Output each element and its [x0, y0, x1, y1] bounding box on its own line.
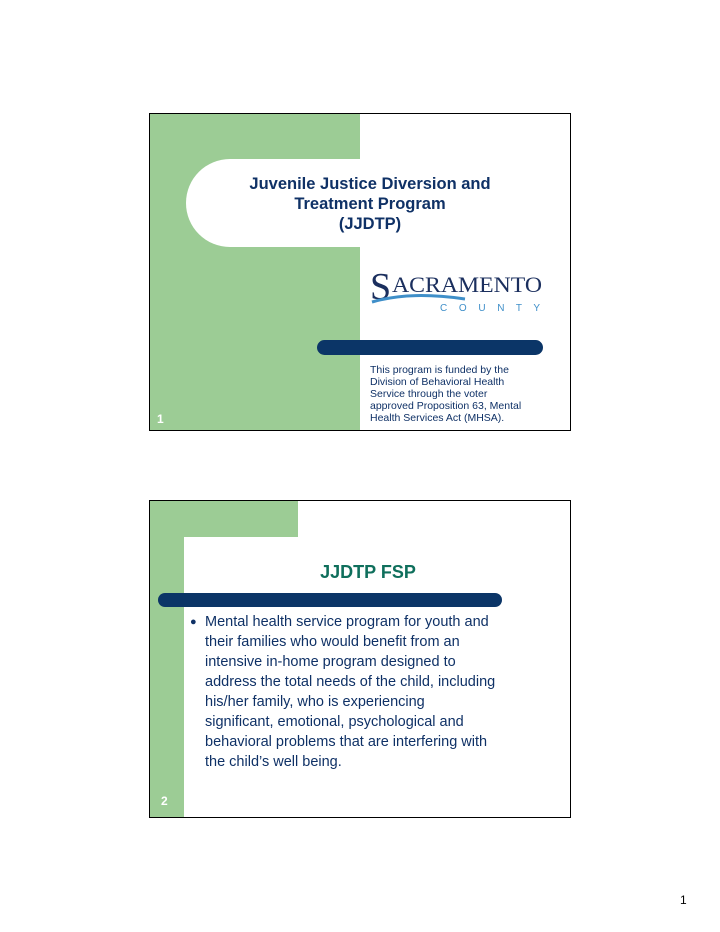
bullet-line: address the total needs of the child, including	[205, 674, 496, 690]
title-line: Treatment Program	[294, 195, 446, 213]
bullet-dot-icon: ●	[190, 616, 197, 628]
slide-title	[210, 174, 530, 234]
slide-title: JJDTP FSP	[320, 562, 416, 582]
logo-letter-s: S	[370, 266, 392, 308]
bullet-line: his/her family, who is experiencing	[205, 694, 425, 710]
page-number: 1	[680, 893, 687, 907]
funding-line: Health Services Act (MHSA).	[370, 412, 505, 424]
funding-line: This program is funded by the	[370, 364, 509, 376]
bullet-line: Mental health service program for youth and	[205, 614, 489, 630]
slide-1	[149, 113, 571, 431]
slide-number: 1	[157, 412, 164, 426]
bullet-line: significant, emotional, psychological and	[205, 714, 464, 730]
slide-2	[149, 500, 571, 818]
bullet-text	[205, 612, 565, 772]
title-line: (JJDTP)	[338, 215, 402, 233]
green-sidebar	[150, 501, 184, 818]
funding-line: approved Proposition 63, Mental	[370, 400, 522, 412]
sacramento-county-logo	[370, 266, 550, 316]
logo-word-county: C O U N T Y	[440, 303, 540, 314]
bullet-line: the child’s well being.	[205, 754, 342, 770]
funding-line: Service through the voter	[370, 388, 488, 400]
funding-line: Division of Behavioral Health	[370, 376, 505, 388]
navy-accent-bar	[158, 593, 502, 607]
funding-note	[370, 364, 560, 424]
title-line: Juvenile Justice Diversion and	[249, 175, 491, 193]
bullet-line: their families who would benefit from an	[205, 634, 460, 650]
navy-accent-bar	[317, 340, 543, 355]
bullet-line: behavioral problems that are interfering with	[205, 734, 488, 750]
bullet-line: intensive in-home program designed to	[205, 654, 456, 670]
slide-number: 2	[161, 794, 168, 808]
logo-word-sacramento: ACRAMENTO	[392, 272, 542, 297]
